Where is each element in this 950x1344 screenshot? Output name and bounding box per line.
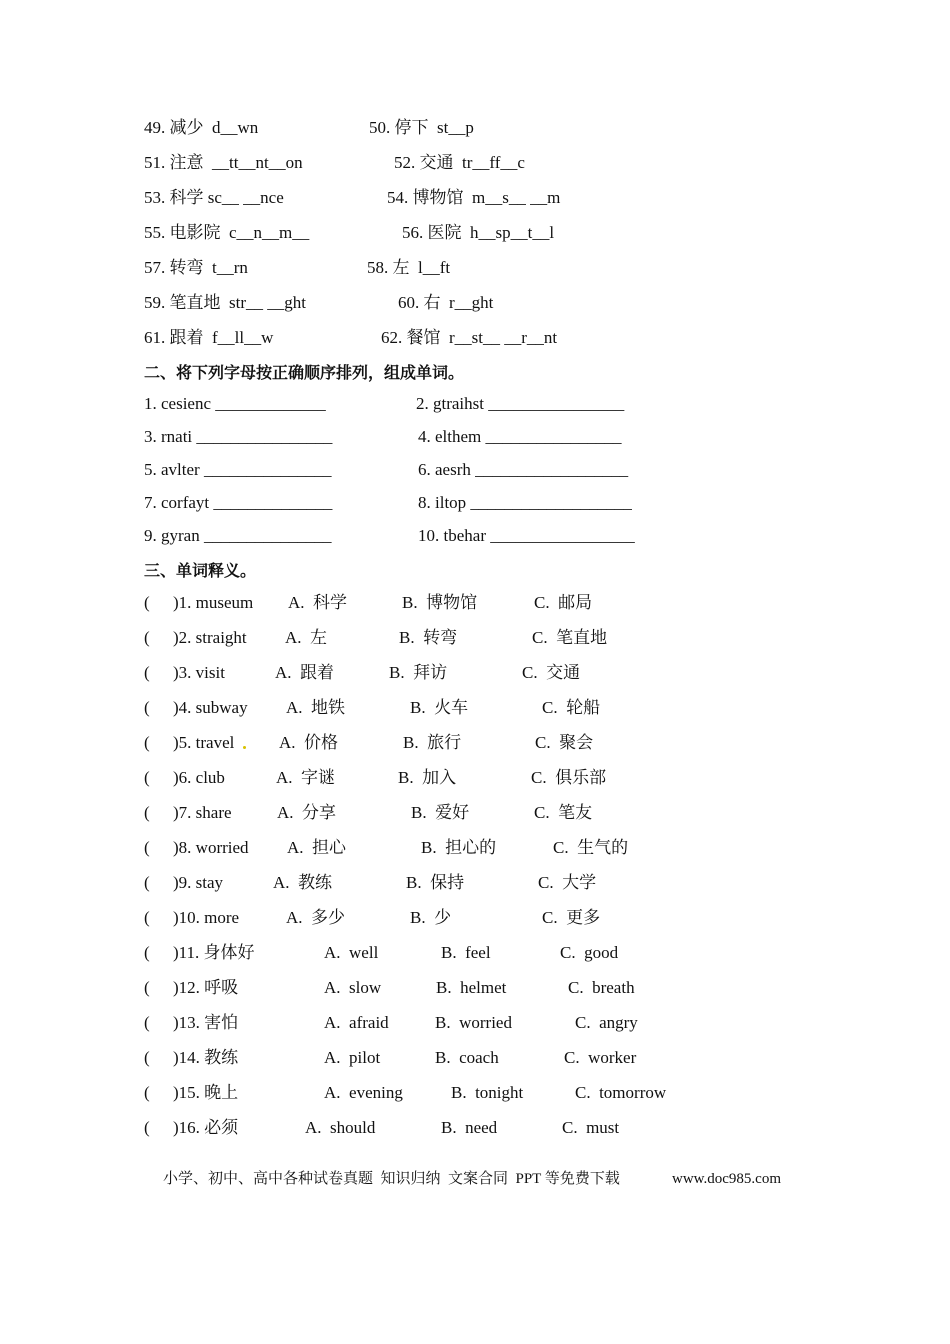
option-a[interactable]: A. 字谜 <box>276 768 336 787</box>
option-a[interactable]: A. 分享 <box>277 803 337 822</box>
option-a[interactable]: A. pilot <box>324 1048 381 1067</box>
option-a[interactable]: A. 担心 <box>287 838 347 857</box>
fill-item-55: 55. 电影院 c__n__m__ <box>144 223 310 242</box>
option-b[interactable]: B. worried <box>435 1013 512 1032</box>
answer-paren[interactable]: ( <box>144 733 150 752</box>
option-a[interactable]: A. should <box>305 1118 376 1137</box>
answer-paren[interactable]: ( <box>144 838 150 857</box>
option-a[interactable]: A. slow <box>324 978 382 997</box>
question-word: )15. 晚上 <box>173 1083 239 1102</box>
fill-item-52: 52. 交通 tr__ff__c <box>394 153 525 172</box>
answer-paren[interactable]: ( <box>144 873 150 892</box>
option-a[interactable]: A. 科学 <box>288 593 348 612</box>
answer-paren[interactable]: ( <box>144 943 150 962</box>
answer-paren[interactable]: ( <box>144 1013 150 1032</box>
fill-item-57: 57. 转弯 t__rn <box>144 258 248 277</box>
option-c[interactable]: C. 聚会 <box>535 733 594 752</box>
option-c[interactable]: C. 笔直地 <box>532 628 608 647</box>
option-b[interactable]: B. 火车 <box>410 698 469 717</box>
option-b[interactable]: B. 旅行 <box>403 733 462 752</box>
option-a[interactable]: A. 左 <box>285 628 328 647</box>
option-b[interactable]: B. 保持 <box>406 873 465 892</box>
answer-paren[interactable]: ( <box>144 698 150 717</box>
option-b[interactable]: B. tonight <box>451 1083 524 1102</box>
fill-item-59: 59. 笔直地 str__ __ght <box>144 293 306 312</box>
unscramble-item-2: 2. gtraihst ________________ <box>416 394 625 413</box>
unscramble-item-6: 6. aesrh __________________ <box>418 460 629 479</box>
option-b[interactable]: B. need <box>441 1118 498 1137</box>
unscramble-item-1: 1. cesienc _____________ <box>144 394 326 413</box>
unscramble-item-4: 4. elthem ________________ <box>418 427 622 446</box>
option-c[interactable]: C. 交通 <box>522 663 581 682</box>
option-b[interactable]: B. 拜访 <box>389 663 448 682</box>
fill-item-56: 56. 医院 h__sp__t__l <box>402 223 555 242</box>
unscramble-item-8: 8. iltop ___________________ <box>418 493 632 512</box>
answer-paren[interactable]: ( <box>144 628 150 647</box>
option-c[interactable]: C. 生气的 <box>553 838 629 857</box>
fill-item-62: 62. 餐馆 r__st__ __r__nt <box>381 328 558 347</box>
option-b[interactable]: B. feel <box>441 943 491 962</box>
question-word: )8. worried <box>173 838 249 857</box>
option-c[interactable]: C. worker <box>564 1048 637 1067</box>
option-b[interactable]: B. 担心的 <box>421 838 497 857</box>
unscramble-item-10: 10. tbehar _________________ <box>418 526 635 545</box>
option-b[interactable]: B. 爱好 <box>411 803 470 822</box>
option-a[interactable]: A. afraid <box>324 1013 389 1032</box>
stray-mark <box>243 746 246 749</box>
question-word: )14. 教练 <box>173 1048 239 1067</box>
question-word: )13. 害怕 <box>173 1013 239 1032</box>
answer-paren[interactable]: ( <box>144 803 150 822</box>
answer-paren[interactable]: ( <box>144 593 150 612</box>
unscramble-item-7: 7. corfayt ______________ <box>144 493 333 512</box>
fill-item-58: 58. 左 l__ft <box>367 258 451 277</box>
unscramble-item-3: 3. rnati ________________ <box>144 427 333 446</box>
answer-paren[interactable]: ( <box>144 768 150 787</box>
answer-paren[interactable]: ( <box>144 908 150 927</box>
option-b[interactable]: B. 博物馆 <box>402 593 478 612</box>
option-a[interactable]: A. well <box>324 943 379 962</box>
question-word: )4. subway <box>173 698 248 717</box>
answer-paren[interactable]: ( <box>144 1118 150 1137</box>
option-a[interactable]: A. 价格 <box>279 733 339 752</box>
answer-paren[interactable]: ( <box>144 1083 150 1102</box>
unscramble-item-5: 5. avlter _______________ <box>144 460 332 479</box>
option-c[interactable]: C. 邮局 <box>534 593 593 612</box>
option-c[interactable]: C. angry <box>575 1013 638 1032</box>
option-a[interactable]: A. 地铁 <box>286 698 346 717</box>
option-c[interactable]: C. 俱乐部 <box>531 768 607 787</box>
answer-paren[interactable]: ( <box>144 978 150 997</box>
question-word: )2. straight <box>173 628 247 647</box>
question-word: )1. museum <box>173 593 254 612</box>
option-c[interactable]: C. tomorrow <box>575 1083 667 1102</box>
option-a[interactable]: A. evening <box>324 1083 403 1102</box>
option-c[interactable]: C. good <box>560 943 619 962</box>
footer-url: www.doc985.com <box>672 1171 782 1187</box>
option-b[interactable]: B. 加入 <box>398 768 457 787</box>
question-word: )6. club <box>173 768 225 787</box>
option-a[interactable]: A. 多少 <box>286 908 346 927</box>
answer-paren[interactable]: ( <box>144 663 150 682</box>
question-word: )9. stay <box>173 873 224 892</box>
option-a[interactable]: A. 教练 <box>273 873 333 892</box>
option-c[interactable]: C. breath <box>568 978 635 997</box>
option-c[interactable]: C. 大学 <box>538 873 597 892</box>
fill-item-53: 53. 科学 sc__ __nce <box>144 188 284 207</box>
answer-paren[interactable]: ( <box>144 1048 150 1067</box>
section-2-heading: 二、将下列字母按正确顺序排列，组成单词。 <box>144 363 465 382</box>
question-word: )7. share <box>173 803 232 822</box>
fill-item-49: 49. 减少 d__wn <box>144 118 259 137</box>
option-c[interactable]: C. 轮船 <box>542 698 601 717</box>
option-b[interactable]: B. 少 <box>410 908 452 927</box>
fill-item-54: 54. 博物馆 m__s__ __m <box>387 188 561 207</box>
fill-item-61: 61. 跟着 f__ll__w <box>144 328 274 347</box>
question-word: )3. visit <box>173 663 225 682</box>
question-word: )12. 呼吸 <box>173 978 239 997</box>
footer-text: 小学、初中、高中各种试卷真题 知识归纳 文案合同 PPT 等免费下载 <box>163 1171 620 1187</box>
fill-item-60: 60. 右 r__ght <box>398 293 494 312</box>
question-word: )11. 身体好 <box>173 943 255 962</box>
option-c[interactable]: C. 更多 <box>542 908 601 927</box>
fill-item-51: 51. 注意 __tt__nt__on <box>144 153 303 172</box>
option-a[interactable]: A. 跟着 <box>275 663 335 682</box>
option-b[interactable]: B. helmet <box>436 978 507 997</box>
fill-item-50: 50. 停下 st__p <box>369 118 474 137</box>
option-c[interactable]: C. must <box>562 1118 620 1137</box>
option-b[interactable]: B. 转弯 <box>399 628 458 647</box>
option-c[interactable]: C. 笔友 <box>534 803 593 822</box>
question-word: )5. travel <box>173 733 235 752</box>
unscramble-item-9: 9. gyran _______________ <box>144 526 332 545</box>
section-3-heading: 三、单词释义。 <box>144 561 257 580</box>
option-b[interactable]: B. coach <box>435 1048 499 1067</box>
question-word: )10. more <box>173 908 240 927</box>
question-word: )16. 必须 <box>173 1118 239 1137</box>
